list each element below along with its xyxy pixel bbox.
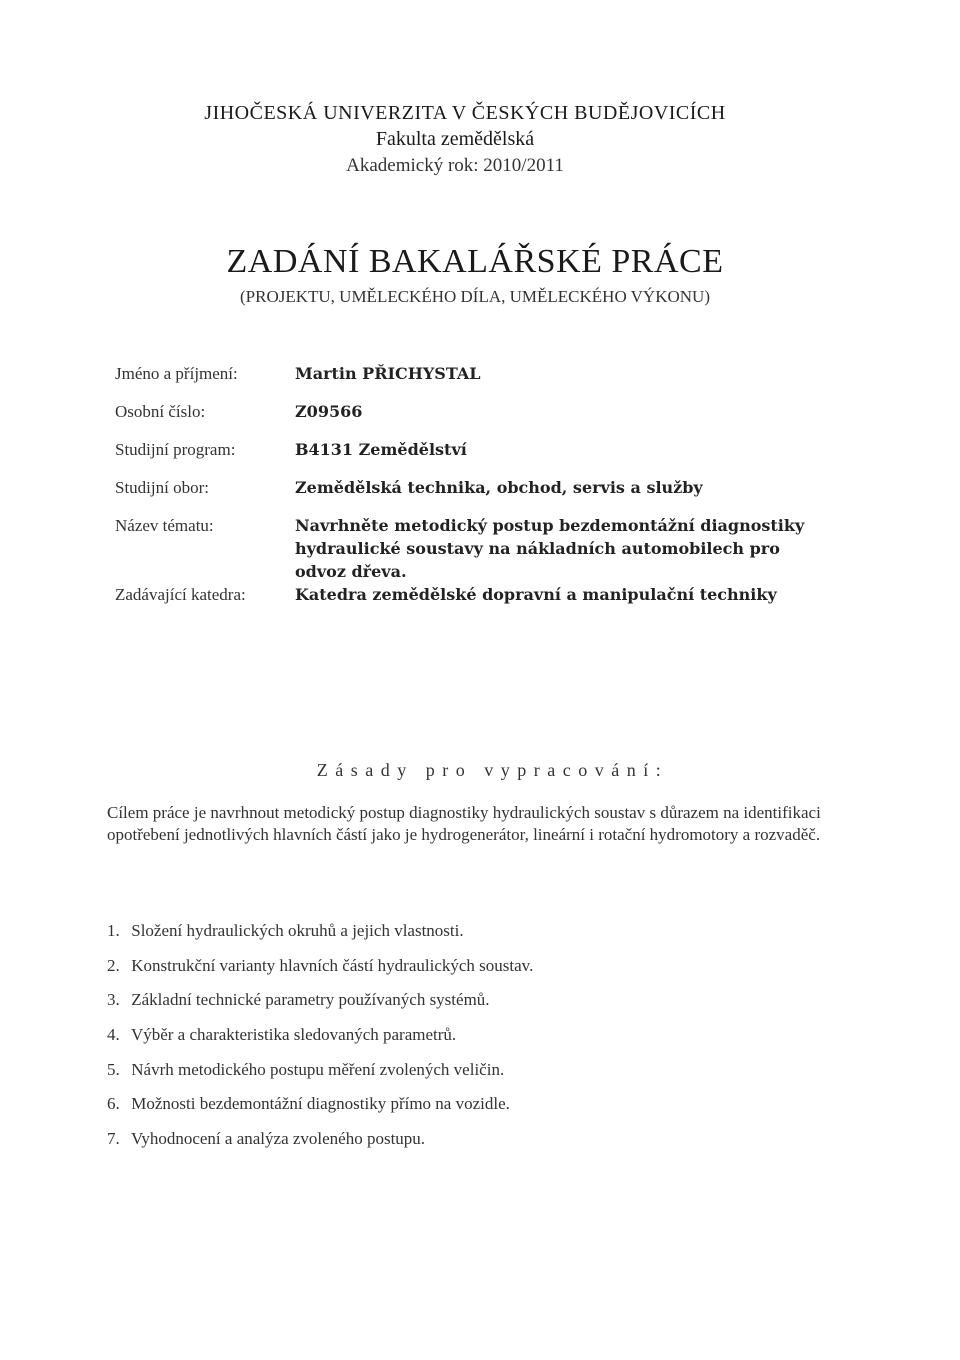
field-study-program (115, 438, 835, 461)
list-item (107, 989, 867, 1024)
field-value: Navrhněte metodický postup bezdemontážní diagnostiky hydraulické soustavy na nákladních automobilech pro odvoz dřeva. (295, 516, 805, 581)
list-item (107, 1059, 867, 1094)
field-label: Osobní číslo: (115, 402, 206, 421)
item-text: Konstrukční varianty hlavních částí hydraulických soustav. (131, 955, 534, 975)
item-number: 7. (107, 1129, 120, 1149)
document-title (0, 240, 960, 310)
item-number: 4. (107, 1025, 120, 1045)
field-value: Zemědělská technika, obchod, servis a služby (295, 478, 703, 497)
item-text: Složení hydraulických okruhů a jejich vlastnosti. (131, 921, 464, 940)
list-item (107, 1093, 867, 1128)
item-text: Návrh metodického postupu měření zvolených veličin. (131, 1059, 505, 1079)
university-name: JIHOČESKÁ UNIVERZITA V ČESKÝCH BUDĚJOVICÍCH (204, 102, 726, 124)
item-number: 1. (107, 921, 120, 940)
item-number: 3. (107, 990, 120, 1010)
item-text: Základní technické parametry používaných systémů. (131, 990, 490, 1010)
field-personal-number (115, 400, 835, 423)
item-text: Výběr a charakteristika sledovaných parametrů. (130, 1025, 457, 1045)
list-item (107, 955, 867, 990)
guidelines-heading: Zásady pro vypracování: (316, 760, 669, 780)
list-item (107, 920, 867, 955)
field-department (115, 583, 835, 606)
thesis-fields (115, 362, 835, 621)
academic-year: Akademický rok: 2010/2011 (346, 155, 564, 176)
field-label: Studijní obor: (115, 478, 209, 497)
guidelines-description: Cílem práce je navrhnout metodický postup diagnostiky hydraulických soustav s důrazem na identifikaci opotřebení jednotlivých hlavních částí jako je hydrogenerátor, lineární i rotační hydromotory a rozvaděč. (107, 803, 821, 844)
title-main: ZADÁNÍ BAKALÁŘSKÉ PRÁCE (226, 243, 724, 280)
field-value: Z09566 (295, 402, 363, 421)
field-value: B4131 Zemědělství (295, 440, 467, 459)
list-item (107, 1024, 867, 1059)
field-label: Zadávající katedra: (115, 585, 246, 604)
list-item (107, 1128, 867, 1163)
field-label: Název tématu: (115, 516, 214, 535)
faculty-name: Fakulta zemědělská (375, 128, 535, 150)
document-header (0, 100, 960, 180)
item-number: 2. (107, 955, 120, 975)
field-topic (115, 514, 835, 583)
item-number: 6. (107, 1094, 120, 1114)
title-subtitle: (PROJEKTU, UMĚLECKÉHO DÍLA, UMĚLECKÉHO VÝKONU) (240, 287, 710, 306)
field-name (115, 362, 835, 385)
field-value: Martin PŘICHYSTAL (295, 364, 481, 383)
item-number: 5. (107, 1059, 120, 1079)
guidelines-list (107, 920, 867, 1163)
field-study-field (115, 476, 835, 499)
field-label: Studijní program: (115, 440, 236, 459)
item-text: Vyhodnocení a analýza zvoleného postupu. (130, 1129, 426, 1149)
field-value: Katedra zemědělské dopravní a manipulační techniky (295, 585, 777, 604)
item-text: Možnosti bezdemontážní diagnostiky přímo na vozidle. (131, 1094, 510, 1114)
field-label: Jméno a příjmení: (115, 364, 238, 383)
